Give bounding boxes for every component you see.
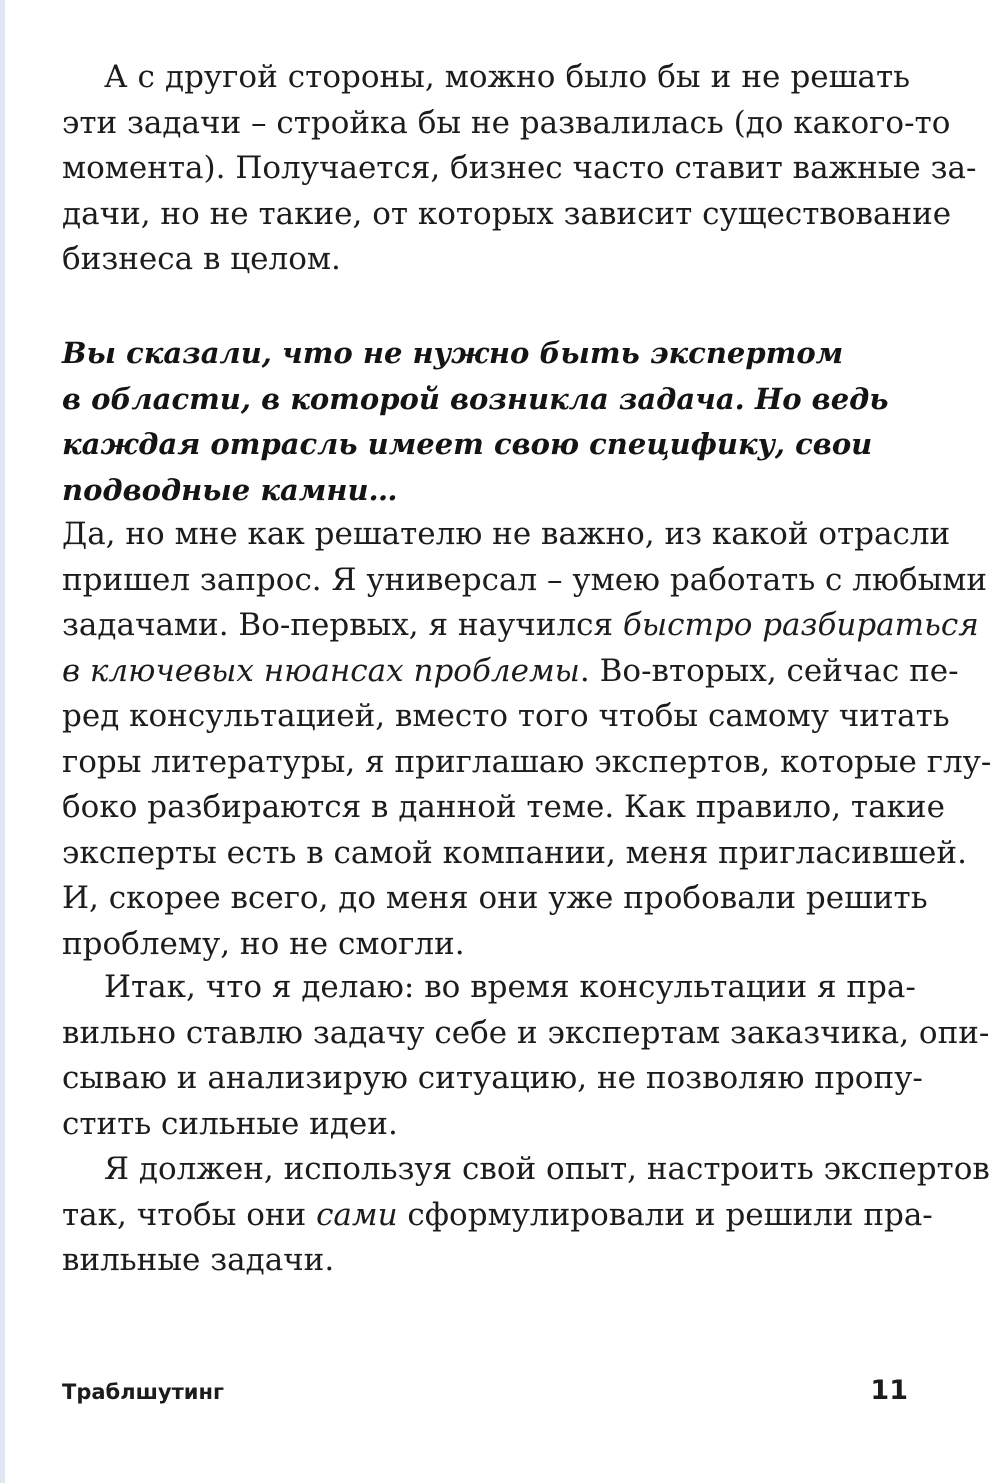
question-line: в области, в которой возникла задача. Но ведь — [62, 381, 889, 416]
text-run: так, чтобы они — [62, 1196, 317, 1233]
text-line — [62, 1193, 933, 1239]
text-line — [62, 603, 979, 649]
text-line: дачи, но не такие, от которых зависит существование — [62, 195, 952, 232]
text-line: бизнеса в целом. — [62, 241, 341, 277]
emphasis-text: быстро разбираться — [622, 607, 979, 643]
text-line: проблему, но не смогли. — [62, 925, 465, 962]
question-line: каждая отрасль имеет свою специфику, свои — [62, 427, 873, 461]
paragraph-3 — [62, 965, 990, 1147]
text-run: сформулировали и решили пра- — [397, 1196, 933, 1233]
text-line: горы литературы, я приглашаю экспертов, которые глу- — [62, 743, 992, 780]
page-number: 11 — [870, 1375, 908, 1406]
text-line: А с другой стороны, можно было бы и не решать — [104, 59, 910, 95]
question-line: подводные камни… — [62, 472, 398, 507]
paragraph-2 — [62, 512, 992, 967]
text-line: сываю и анализирую ситуацию, не позволяю пропу- — [62, 1060, 923, 1096]
text-line: Да, но мне как решателю не важно, из какой отрасли — [62, 516, 951, 552]
text-line: ред консультацией, вместо того чтобы самому читать — [62, 698, 950, 734]
text-line: И, скорее всего, до меня они уже пробовали решить — [62, 880, 928, 916]
text-run: задачами. Во-первых, я научился — [62, 607, 623, 643]
emphasis-text: в ключевых нюансах проблемы — [62, 652, 580, 689]
text-line: пришел запрос. Я универсал – умею работать с любыми — [62, 561, 988, 598]
text-line: вильные задачи. — [62, 1242, 335, 1278]
running-footer-title: Траблшутинг — [62, 1380, 224, 1404]
text-line: эксперты есть в самой компании, меня пригласившей. — [62, 834, 967, 871]
question-line: Вы сказали, что не нужно быть экспертом — [62, 336, 844, 370]
text-line: вильно ставлю задачу себе и экспертам заказчика, опи- — [62, 1014, 990, 1051]
paragraph-4 — [62, 1147, 990, 1284]
text-line: боко разбираются в данной теме. Как правило, такие — [62, 789, 945, 825]
page-edge — [0, 0, 5, 1483]
text-run: . Во-вторых, сейчас пе- — [579, 652, 959, 689]
text-line: Я должен, используя свой опыт, настроить экспертов — [104, 1151, 990, 1187]
text-line — [62, 649, 959, 695]
text-line: стить сильные идеи. — [62, 1105, 398, 1142]
text-line: Итак, что я делаю: во время консультации я пра- — [104, 969, 916, 1005]
text-line: момента). Получается, бизнес часто ставит важные за- — [62, 150, 977, 186]
emphasis-text: сами — [316, 1196, 398, 1233]
interview-question — [62, 331, 889, 513]
text-line: эти задачи – стройка бы не развалилась (до какого-то — [62, 104, 951, 141]
paragraph-1 — [62, 55, 977, 283]
